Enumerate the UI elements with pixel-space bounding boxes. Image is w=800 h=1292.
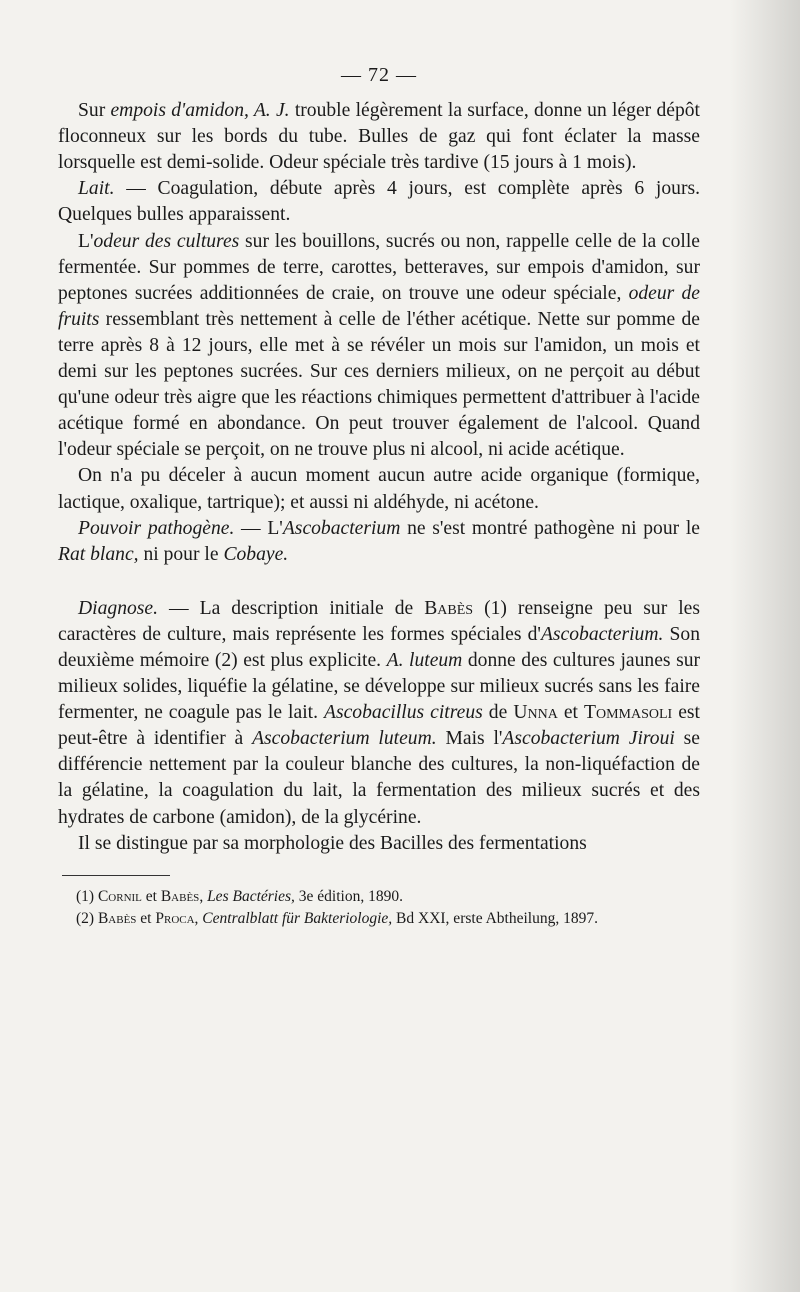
italic-term: odeur des cultures xyxy=(93,230,240,252)
text: — L' xyxy=(234,517,283,539)
paragraph-empois xyxy=(58,98,700,176)
text: et xyxy=(136,909,156,927)
text: sur les bouillons, sucrés ou non, rappelle celle de la colle fermentée. Sur pommes de terre, carottes, betteraves, sur empois d'amidon, sur peptones sucrées additionnées de craie, on trouve une odeur spéciale, xyxy=(58,230,700,304)
page-number: — 72 — xyxy=(341,64,417,86)
author-name: Proca xyxy=(155,909,195,927)
text: se différencie nettement par la couleur blanche des cultures, la non-liquéfaction de la gélatine, la coagulation du lait, la fermentation des milieux sucrés et des hydrates de carbone (amidon), de la glycérine. xyxy=(58,728,700,828)
italic-term: odeur de fruits xyxy=(58,282,700,330)
book-page xyxy=(58,62,700,930)
italic-term: Rat blanc, xyxy=(58,543,139,565)
page-edge-shadow xyxy=(730,0,800,1292)
text: 3e édition, 1890. xyxy=(294,887,403,905)
paragraph-odeur xyxy=(58,229,700,464)
text: L' xyxy=(78,230,94,252)
italic-title: Centralblatt für Bakteriologie, xyxy=(202,909,393,927)
paragraph-lait xyxy=(58,176,700,228)
text: trouble légèrement la surface, donne un léger dépôt floconneux sur les bords du tube. Bulles de gaz qui font éclater la masse lorsquelle est demi-solide. Odeur spéciale très tardive (15 jours à 1 mois). xyxy=(58,100,700,174)
text: , xyxy=(199,887,208,905)
paragraph-pouvoir-pathogene xyxy=(58,516,700,568)
text: et xyxy=(141,887,161,905)
author-name: Tommasoli xyxy=(584,702,673,724)
author-name: Babès xyxy=(424,597,474,619)
footnote-number: (1) xyxy=(76,887,98,905)
text: Son deuxième mémoire (2) est plus explicite. xyxy=(58,623,701,671)
footnote-number: (2) xyxy=(76,909,98,927)
footnotes xyxy=(58,886,700,930)
text: Bd XXI, erste Abtheilung, 1897. xyxy=(392,909,598,927)
text: , xyxy=(194,909,203,927)
text: ni pour le xyxy=(138,543,224,565)
footnote-2 xyxy=(58,908,700,930)
italic-term: A. luteum xyxy=(386,649,463,671)
text: ne s'est montré pathogène ni pour le xyxy=(400,517,700,539)
author-name: Unna xyxy=(513,702,558,724)
paragraph-distingue: Il se distingue par sa morphologie des Bacilles des fermentations xyxy=(78,832,587,854)
text: Sur xyxy=(78,100,111,122)
author-name: Cornil xyxy=(97,887,142,905)
italic-heading: Lait. xyxy=(78,178,115,200)
footnote-rule xyxy=(62,875,170,876)
italic-title: Les Bactéries, xyxy=(207,887,295,905)
author-name: Babès xyxy=(97,909,137,927)
text: et xyxy=(557,702,584,724)
footnote-1 xyxy=(58,886,700,908)
text: — Coagulation, débute après 4 jours, est complète après 6 jours. Quelques bulles apparaissent. xyxy=(58,178,700,226)
italic-term: Ascobacterium luteum. xyxy=(252,728,437,750)
italic-term: Ascobacterium Jiroui xyxy=(502,728,675,750)
italic-heading: Diagnose. xyxy=(78,597,159,619)
text: (1) renseigne peu sur les caractères de culture, mais représente les formes spéciales d' xyxy=(58,597,700,645)
text: de xyxy=(482,702,514,724)
italic-term: empois d'amidon, A. J. xyxy=(110,100,290,122)
text: ressemblant très nettement à celle de l'éther acétique. Nette sur pomme de terre après 8 à 12 jours, elle met à se révéler un mois sur l'amidon, un mois et demi sur les peptones sucrées. Sur ces derniers milieux, on ne perçoit au début qu'une odeur très aigre que les réactions chimiques permettent d'attribuer à l'acide acétique formé en abondance. On peut trouver également de l'alcool. Quand l'odeur spéciale se perçoit, on ne trouve plus ni alcool, ni acide acétique. xyxy=(58,308,700,461)
paragraph-acides: On n'a pu déceler à aucun moment aucun autre acide organique (formique, lactique, oxalique, tartrique); et aussi ni aldéhyde, ni acétone. xyxy=(58,465,700,513)
italic-term: Cobaye. xyxy=(223,543,289,565)
italic-term: Ascobacterium xyxy=(282,517,401,539)
italic-term: Ascobacillus citreus xyxy=(324,702,483,724)
italic-heading: Pouvoir pathogène. xyxy=(78,517,235,539)
text: Mais l' xyxy=(436,728,503,750)
paragraph-diagnose xyxy=(58,596,700,831)
text: est peut-être à identifier à xyxy=(58,702,700,750)
italic-term: Ascobacterium. xyxy=(540,623,664,645)
text: donne des cultures jaunes sur milieux solides, liquéfie la gélatine, se développe sur milieux sucrés sans les faire fermenter, ne coagule pas le lait. xyxy=(58,649,701,724)
text: — La description initiale de xyxy=(158,597,425,619)
author-name: Babès xyxy=(160,887,200,905)
